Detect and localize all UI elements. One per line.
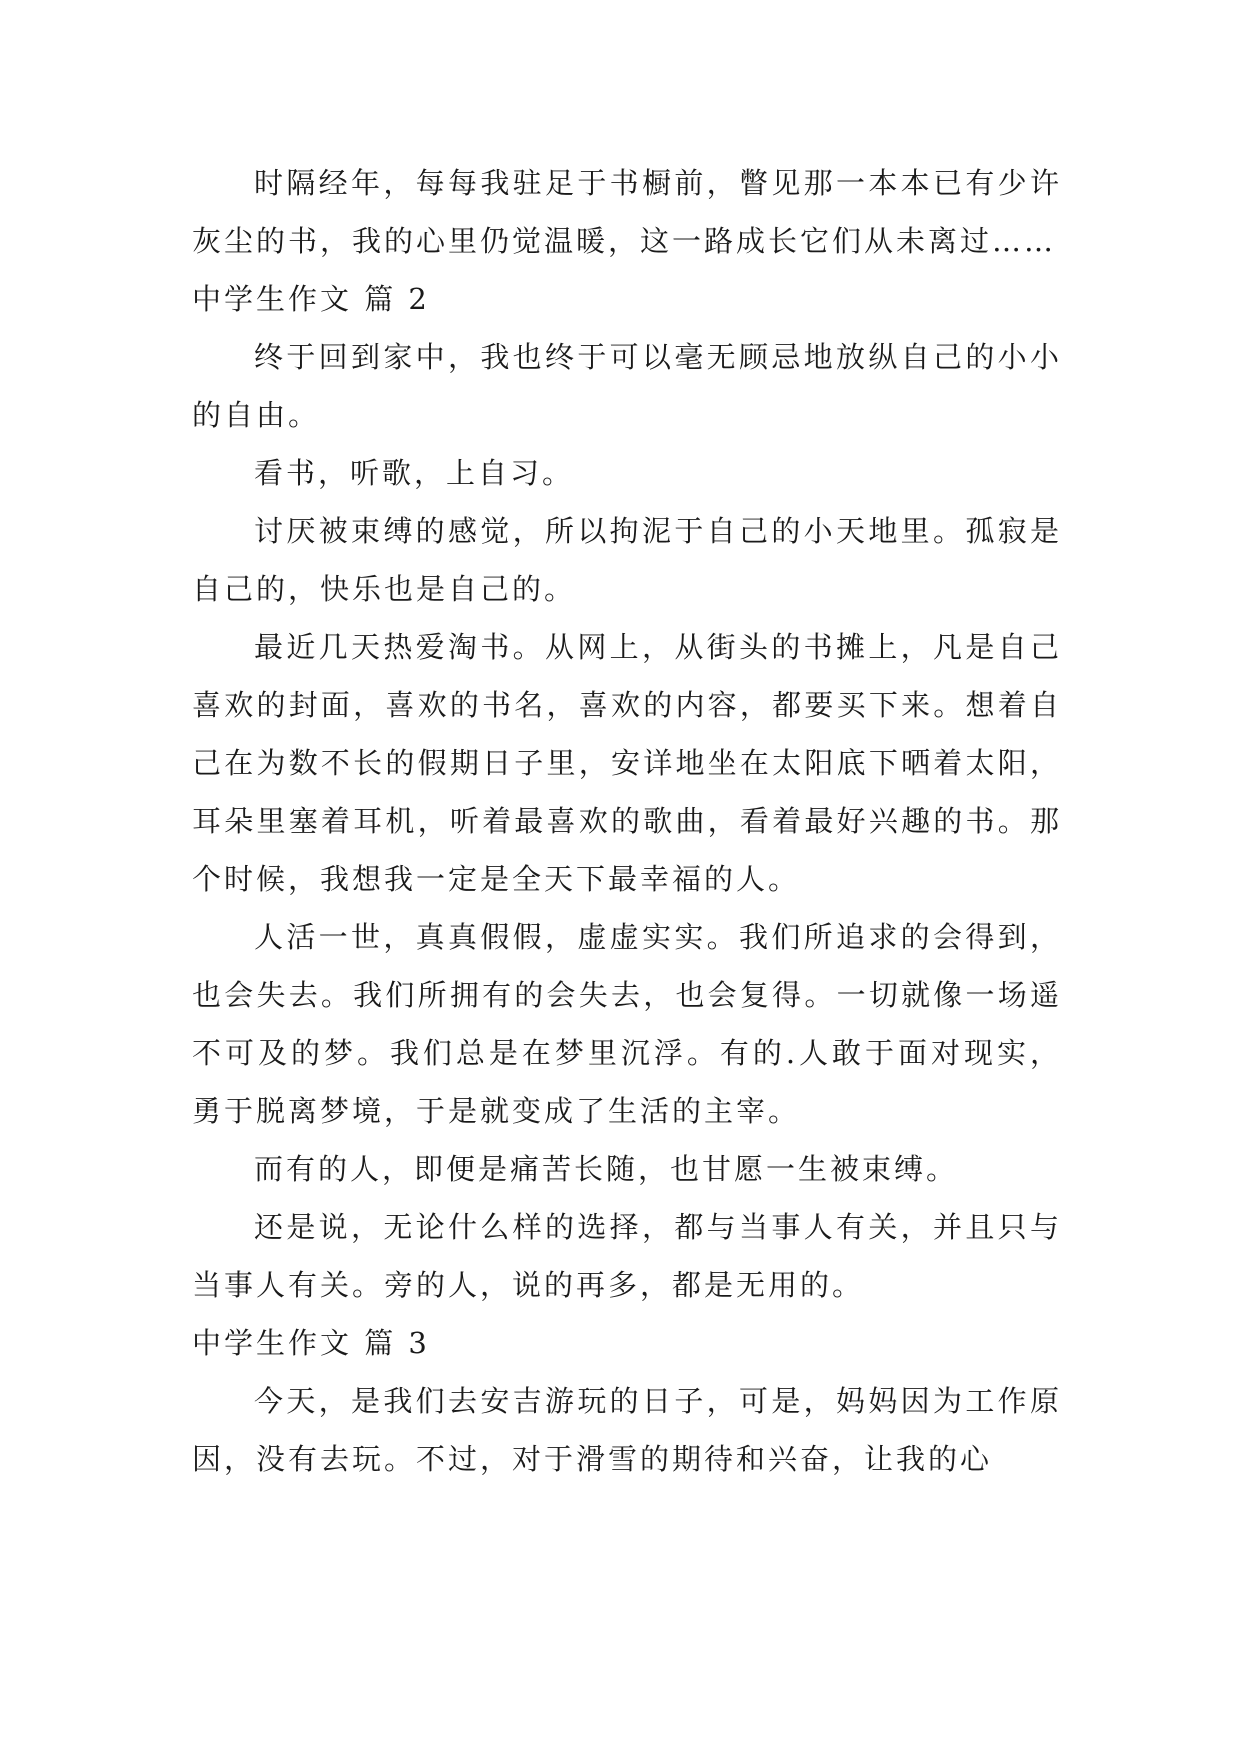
paragraph-1: 时隔经年，每每我驻足于书橱前，瞥见那一本本已有少许灰尘的书，我的心里仍觉温暖，这一路成长它们从未离过…… — [192, 166, 1062, 258]
paragraph-5: 最近几天热爱淘书。从网上，从街头的书摊上，凡是自己喜欢的封面，喜欢的书名，喜欢的内容，都要买下来。想着自己在为数不长的假期日子里，安详地坐在太阳底下晒着太阳，耳朵里塞着耳机，听着最喜欢的歌曲，看着最好兴趣的书。那个时候，我想我一定是全天下最幸福的人。 — [192, 630, 1062, 896]
paragraph-6: 人活一世，真真假假，虚虚实实。我们所追求的会得到，也会失去。我们所拥有的会失去，也会复得。一切就像一场遥不可及的梦。我们总是在梦里沉浮。有的.人敢于面对现实，勇于脱离梦境，于是就变成了生活的主宰。 — [192, 920, 1062, 1128]
section-heading-3: 中学生作文 篇 3 — [192, 1326, 430, 1360]
paragraph-4: 讨厌被束缚的感觉，所以拘泥于自己的小天地里。孤寂是自己的，快乐也是自己的。 — [192, 514, 1062, 606]
section-heading-2: 中学生作文 篇 2 — [192, 282, 430, 316]
paragraph-2: 终于回到家中，我也终于可以毫无顾忌地放纵自己的小小的自由。 — [192, 340, 1062, 432]
document-body — [192, 154, 1062, 1488]
paragraph-7: 而有的人，即便是痛苦长随，也甘愿一生被束缚。 — [254, 1152, 959, 1186]
paragraph-9: 今天，是我们去安吉游玩的日子，可是，妈妈因为工作原因，没有去玩。不过，对于滑雪的期待和兴奋，让我的心 — [192, 1384, 1062, 1476]
paragraph-8: 还是说，无论什么样的选择，都与当事人有关，并且只与当事人有关。旁的人，说的再多，都是无用的。 — [192, 1210, 1062, 1302]
paragraph-3: 看书，听歌，上自习。 — [254, 456, 575, 490]
